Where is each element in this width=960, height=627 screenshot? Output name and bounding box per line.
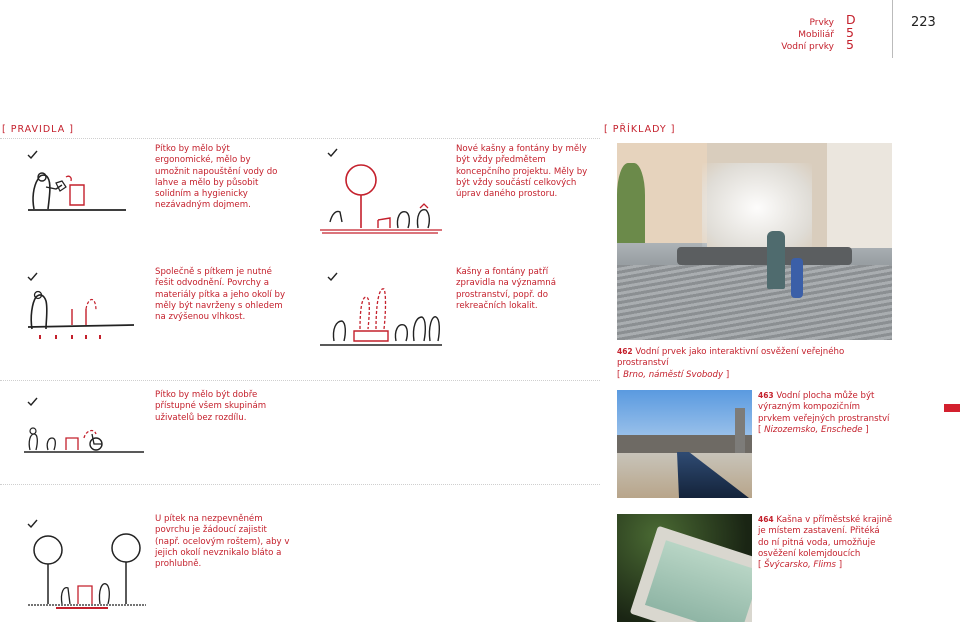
photo-brno-fountain	[617, 143, 892, 340]
rule-5-text: Pítko by mělo být dobře přístupné všem skupinám uživatelů bez rozdílu.	[155, 390, 267, 423]
caption-463-number: 463	[758, 391, 774, 400]
divider-low	[0, 484, 600, 485]
caption-464-text: Kašna v příměstské krajině je místem zastavení. Přitéká do ní pitná voda, umožňuje osvěžení kolemjdoucích	[758, 515, 893, 559]
header-label-1: Prvky	[809, 18, 834, 28]
header-label-3: Vodní prvky	[781, 42, 834, 52]
rule-2-text: Nové kašny a fontány by měly být vždy předmětem koncepčního projektu. Měly by být vždy součástí celkových úprav daného prostoru.	[456, 144, 588, 200]
chapter-code-num1: 5	[846, 24, 854, 40]
sketch-accessibility	[22, 420, 147, 456]
chapter-code	[846, 14, 856, 52]
photo-enschede-water	[617, 390, 752, 498]
check-icon-3	[27, 272, 38, 281]
chapter-tab-marker	[944, 404, 960, 412]
sketch-drainage	[26, 285, 138, 345]
photo-tree	[617, 163, 645, 243]
caption-463: 463 Vodní plocha může být výrazným kompozičním prvkem veřejných prostranství [ Nizozemsko, Enschede ]	[758, 391, 890, 435]
photo-tower	[735, 408, 745, 453]
photo-child	[791, 258, 803, 298]
photo-buildings	[617, 435, 752, 453]
caption-462: 462 Vodní prvek jako interaktivní osvěžení veřejného prostranství [ Brno, náměstí Svobody ]	[617, 347, 845, 380]
divider-mid	[0, 380, 600, 381]
divider-top	[0, 138, 600, 139]
caption-463-place: Nizozemsko, Enschede	[764, 424, 863, 435]
check-icon-2	[327, 148, 338, 157]
rule-3-text: Společně s pítkem je nutné řešit odvodnění. Povrchy a materiály pítka a jeho okolí by měly být navrženy s ohledem na zvýšenou vlhkost.	[155, 267, 286, 323]
rule-4-text: Kašny a fontány patří zpravidla na významná prostranství, popř. do rekreačních lokalit.	[456, 267, 557, 311]
caption-462-text: Vodní prvek jako interaktivní osvěžení veřejného prostranství	[617, 347, 845, 369]
photo-water-jets	[702, 163, 812, 253]
photo-building-right	[827, 143, 892, 248]
sketch-drinking-fountain	[26, 165, 131, 215]
chapter-code-num2: 5	[846, 37, 854, 52]
caption-463-text: Vodní plocha může být výrazným kompozičním prvkem veřejných prostranství	[758, 391, 890, 424]
caption-464-number: 464	[758, 515, 774, 524]
chapter-code-letter: D	[846, 12, 856, 27]
sketch-grate	[26, 530, 148, 612]
photo-flims-trough	[617, 514, 752, 622]
check-icon-5	[27, 397, 38, 406]
caption-462-number: 462	[617, 347, 633, 356]
photo-fountain-rim	[677, 247, 852, 265]
check-icon-1	[27, 150, 38, 159]
header-divider	[892, 0, 893, 58]
photo-water-strip	[649, 452, 749, 498]
photo-person	[767, 231, 785, 289]
rule-6-text: U pítek na nezpevněném povrchu je žádoucí zajistit (např. ocelovým roštem), aby v jejich okolí nevznikalo bláto a prohlubně.	[155, 514, 290, 570]
caption-464-place: Švýcarsko, Flims	[764, 560, 836, 571]
page-number: 223	[911, 15, 936, 30]
header-label-2: Mobiliář	[798, 30, 834, 40]
rules-section-title: [ PRAVIDLA ]	[2, 124, 74, 135]
check-icon-6	[27, 519, 38, 528]
caption-462-place: Brno, náměstí Svobody	[623, 369, 724, 380]
sketch-fountain-jets	[318, 275, 446, 351]
rule-1-text: Pítko by mělo být ergonomické, mělo by umožnit napouštění vody do lahve a mělo by působit solidním a hygienicky nezávadným dojmem.	[155, 144, 278, 211]
sketch-fountain-square	[318, 160, 446, 238]
examples-section-title: [ PŘÍKLADY ]	[604, 124, 676, 135]
photo-pavement	[617, 265, 892, 340]
header-labels	[714, 17, 834, 53]
caption-464: 464 Kašna v příměstské krajině je místem zastavení. Přitéká do ní pitná voda, umožňuje osvěžení kolemjdoucích [ Švýcarsko, Flims ]	[758, 515, 893, 571]
